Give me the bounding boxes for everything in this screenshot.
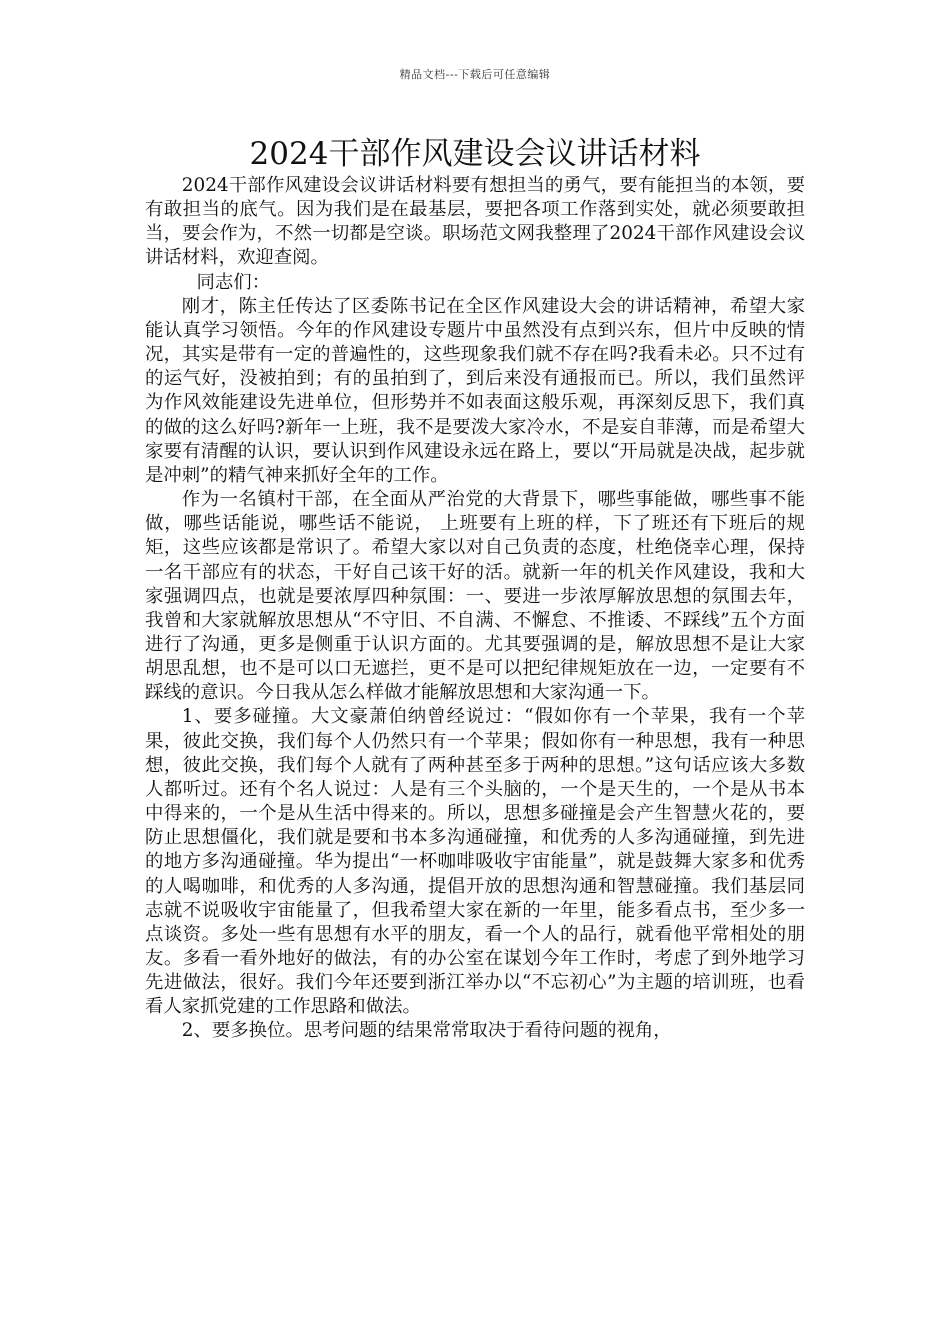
paragraph-point-2: 2、要多换位。思考问题的结果常常取决于看待问题的视角，: [181, 1020, 672, 1042]
paragraph-body-2: 作为一名镇村干部，在全面从严治党的大背景下，哪些事能做，哪些事不能做，哪些话能说，哪些话不能说， 上班要有上班的样，下了班还有下班后的规矩，这些应该都是常识了。希望大家以对自己负责的态度，杜绝侥幸心理，保持一名干部应有的状态，干好自己该干好的活。就新一年的机关作风建设，我和大家强调四点，也就是要浓厚四种氛围：一、要进一步浓厚解放思想的氛围去年，我曾和大家就解放思想从“不守旧、不自满、不懈怠、不推诿、不踩线”五个方面进行了沟通，更多是侧重于认识方面的。尤其要强调的是，解放思想不是让大家胡思乱想，也不是可以口无遮拦，更不是可以把纪律规矩放在一边，一定要有不踩线的意识。今日我从怎么样做才能解放思想和大家沟通一下。: [145, 489, 805, 704]
paragraph-intro: 2024干部作风建设会议讲话材料要有想担当的勇气，要有能担当的本领，要有敢担当的底气。因为我们是在最基层，要把各项工作落到实处，就必须要敢担当，要会作为，不然一切都是空谈。职场范文网我整理了2024干部作风建设会议讲话材料，欢迎查阅。: [145, 175, 805, 269]
document-title: 2024干部作风建设会议讲话材料: [249, 136, 701, 172]
document-body: [145, 174, 805, 1044]
header-note: 精品文档---下载后可任意编辑: [399, 68, 551, 81]
paragraph-body-1: 刚才，陈主任传达了区委陈书记在全区作风建设大会的讲话精神，希望大家能认真学习领悟。今年的作风建设专题片中虽然没有点到兴东，但片中反映的情况，其实是带有一定的普遍性的，这些现象我们就不存在吗?我看未必。只不过有的运气好，没被拍到；有的虽拍到了，到后来没有通报而已。所以，我们虽然评为作风效能建设先进单位，但形势并不如表面这般乐观，再深刻反思下，我们真的做的这么好吗?新年一上班，我不是要泼大家冷水，不是妄自菲薄，而是希望大家要有清醒的认识，要认识到作风建设永远在路上，要以“开局就是决战，起步就是冲刺”的精气神来抓好全年的工作。: [145, 295, 805, 486]
paragraph-salutation: 同志们：: [196, 271, 271, 293]
paragraph-point-1: 1、要多碰撞。大文豪萧伯纳曾经说过：“假如你有一个苹果，我有一个苹果，彼此交换，我们每个人仍然只有一个苹果；假如你有一种思想，我有一种思想，彼此交换，我们每个人就有了两种甚至多于两种的思想。”这句话应该大多数人都听过。还有个名人说过：人是有三个头脑的，一个是天生的，一个是从书本中得来的，一个是从生活中得来的。所以，思想多碰撞是会产生智慧火花的，要防止思想僵化，我们就是要和书本多沟通碰撞，和优秀的人多沟通碰撞，到先进的地方多沟通碰撞。华为提出“一杯咖啡吸收宇宙能量”，就是鼓舞大家多和优秀的人喝咖啡，和优秀的人多沟通，提倡开放的思想沟通和智慧碰撞。我们基层同志就不说吸收宇宙能量了，但我希望大家在新的一年里，能多看点书，至少多一点谈资。多处一些有思想有水平的朋友，看一个人的品行，就看他平常相处的朋友。多看一看外地好的做法，有的办公室在谋划今年工作时，考虑了到外地学习先进做法，很好。我们今年还要到浙江举办以“不忘初心”为主题的培训班，也看看人家抓党建的工作思路和做法。: [145, 706, 805, 1018]
